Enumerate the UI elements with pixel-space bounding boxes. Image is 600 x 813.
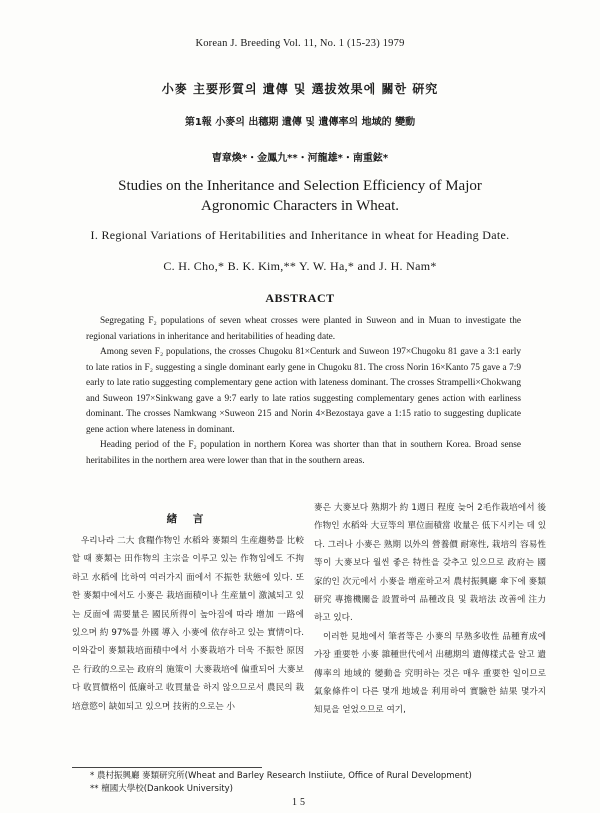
right-column (314, 499, 546, 720)
english-title-line1: Studies on the Inheritance and Selection Efficiency of Major (118, 178, 482, 194)
body-paragraph: 우리나라 二大 食糧作物인 水稻와 麥類의 生産趨勢를 比較할 때 麥類는 田作物의 主宗을 이루고 있는 作物임에도 不拘하고 水稻에 比하여 여러가지 面에서 不振한 狀態에 있다. 또한 麥類中에서도 小麥은 栽培面積이나 生産量이 激減되고 있는 反面에 需要量은 國民所得이 높아짐에 따라 增加 一路에 있으며 約 97%를 外國 導入 小麥에 依存하고 있는 實情이다. 이와같이 麥類栽培面積中에서 小麥栽培가 더욱 不振한 原因은 行政的으로는 政府의 施策이 大麥栽培에 偏重되어 大麥보다 收買價格이 低廉하고 收買量을 하지 않으므로서 農民의 栽培意慾이 缺如되고 있으며 技術的으로는 小 (72, 536, 304, 712)
body-paragraph: 麥은 大麥보다 熟期가 約 1週日 程度 늦어 2毛作栽培에서 後作物인 水稻와 大豆等의 單位面積當 收量은 低下시키는 데 있다. 그러나 小麥은 熟期 以外의 營養價 耐寒性, 栽培의 容易性等이 大麥보다 월씬 좋은 特性을 갖추고 있으므로 政府는 國家的인 次元에서 小麥을 增産하고저 農村振興廳 傘下에 麥類研究 專擔機關을 設置하여 品種改良 및 栽培法 改善에 注力하고 있다. (314, 503, 546, 624)
english-title-line2: Agronomic Characters in Wheat. (201, 198, 399, 214)
abstract-paragraph: Segregating F₂ populations of seven wheat crosses were planted in Suweon and in Muan to investigate the regional variations in inheritance and heritabilities of heading date. (86, 316, 521, 342)
footnote-divider (72, 767, 262, 768)
page-number: 15 (292, 797, 308, 808)
english-title (0, 176, 600, 216)
footnote-affiliation: * 農村振興廳 麥類研究所(Wheat and Barley Research Instiiute, Office of Rural Development) (90, 771, 472, 781)
footnotes (90, 770, 550, 796)
abstract-paragraph: Among seven F₂ populations, the crosses Chugoku 81×Centurk and Suweon 197×Chugoku 81 gave a 3:1 early to late ratios in F₂ suggesting a single dominant early gene in Chugoku 81. The cross Norin 16×Kanto 75 gave a 7:9 early to late ratio suggesting complementary gene action with lateness dominant. The crosses Strampelli×Chokwang and Suweon 197×Sinkwang gave a 9:7 early to late ratios suggesting complementary genes action with earliness dominant. The crosses Namkwang ×Suweon 215 and Norin 4×Bezostaya gave a 1:15 ratio to suggesting duplicate gene action where lateness in dominant. (86, 347, 521, 435)
body-paragraph: 이러한 見地에서 筆者等은 小麥의 早熟多收性 品種育成에 가장 重要한 小麥 雜種世代에서 出穗期의 遺傳樣式을 알고 遺傳率의 地域的 變動을 究明하는 것은 매우 重要한 일이므로 氣象條件이 다른 몇개 地域을 利用하여 實驗한 結果 몇가지 知見을 얻었으므로 여기, (314, 631, 546, 716)
abstract-body (86, 314, 521, 469)
korean-title: 小麥 主要形質의 遺傳 및 選拔效果에 關한 硏究 (161, 82, 439, 96)
footnote-affiliation: ** 檀國大學校(Dankook University) (90, 784, 233, 794)
english-subtitle: I. Regional Variations of Heritabilities and Inheritance in wheat for Heading Date. (90, 228, 510, 242)
left-column (72, 499, 304, 716)
korean-authors: 曺章煥*・金鳳九**・河龍雄*・南重鉉* (211, 153, 389, 164)
abstract-heading: ABSTRACT (265, 291, 335, 305)
journal-header: Korean J. Breeding Vol. 11, No. 1 (15-23) 1979 (195, 38, 405, 49)
abstract-paragraph: Heading period of the F₂ population in northern Korea was shorter than that in southern Korea. Broad sense heritabilites in the northern area were lower than that in the southern areas. (86, 440, 521, 466)
section-heading: 緖 言 (166, 513, 210, 525)
english-authors: C. H. Cho,* B. K. Kim,** Y. W. Ha,* and J. H. Nam* (163, 259, 437, 273)
korean-subtitle: 第1報 小麥의 出穗期 遺傳 및 遺傳率의 地域的 變動 (184, 117, 416, 128)
